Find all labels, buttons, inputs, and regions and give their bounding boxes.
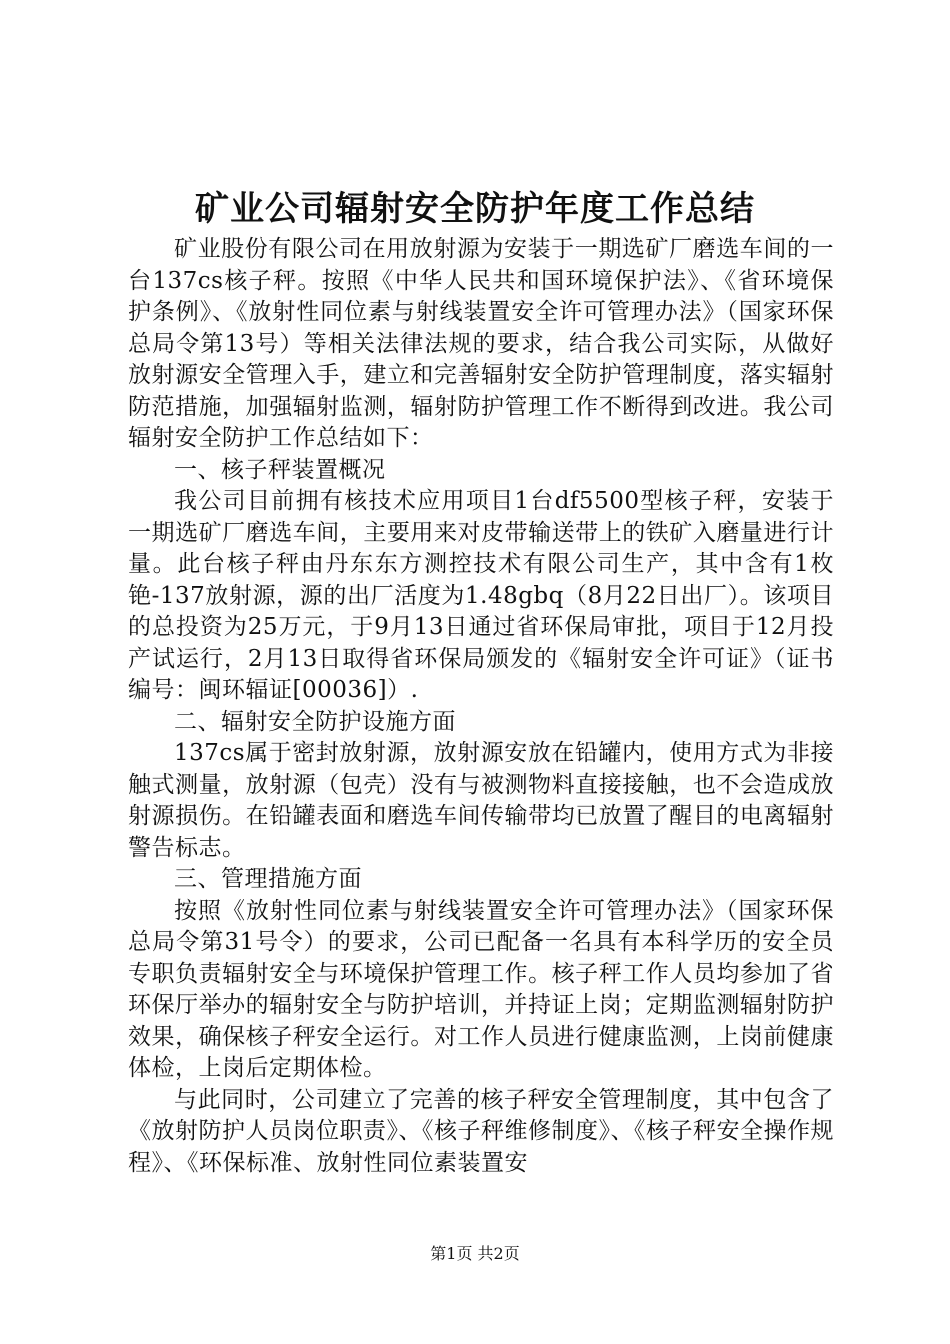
paragraph-management-system: 与此同时，公司建立了完善的核子秤安全管理制度，其中包含了《放射防护人员岗位职责》、《核子秤维修制度》、《核子秤安全操作规程》、《环保标准、放射性同位素装置安 xyxy=(128,1086,834,1176)
section-heading-3: 三、管理措施方面 xyxy=(174,866,362,892)
paragraph-safety-facilities: 137cs属于密封放射源，放射源安放在铅罐内，使用方式为非接触式测量，放射源（包壳）没有与被测物料直接接触，也不会造成放射源损伤。在铅罐表面和磨选车间传输带均已放置了醒目的电离辐射警告标志。 xyxy=(128,740,834,861)
document-title: 矿业公司辐射安全防护年度工作总结 xyxy=(195,189,755,229)
document-body xyxy=(128,234,834,1179)
paragraph-management-measures: 按照《放射性同位素与射线装置安全许可管理办法》（国家环保总局令第31号令）的要求，公司已配备一名具有本科学历的安全员专职负责辐射安全与环境保护管理工作。核子秤工作人员均参加了省环保厅举办的辐射安全与防护培训，并持证上岗；定期监测辐射防护效果，确保核子秤安全运行。对工作人员进行健康监测，上岗前健康体检，上岗后定期体检。 xyxy=(128,897,834,1081)
page-number-footer: 第1页 共2页 xyxy=(430,1244,520,1263)
paragraph-device-overview: 我公司目前拥有核技术应用项目1台df5500型核子秤，安装于一期选矿厂磨选车间，主要用来对皮带输送带上的铁矿入磨量进行计量。此台核子秤由丹东东方测控技术有限公司生产，其中含有1枚铯-137放射源，源的出厂活度为1.48gbq（8月22日出厂）。该项目的总投资为25万元，于9月13日通过省环保局审批，项目于12月投产试运行，2月13日取得省环保局颁发的《辐射安全许可证》（证书编号：闽环辐证[00036]）. xyxy=(128,488,834,703)
paragraph-intro: 矿业股份有限公司在用放射源为安装于一期选矿厂磨选车间的一台137cs核子秤。按照《中华人民共和国环境保护法》、《省环境保护条例》、《放射性同位素与射线装置安全许可管理办法》（国家环保总局令第13号）等相关法律法规的要求，结合我公司实际，从做好放射源安全管理入手，建立和完善辐射安全防护管理制度，落实辐射防范措施，加强辐射监测，辐射防护管理工作不断得到改进。我公司辐射安全防护工作总结如下： xyxy=(128,236,834,451)
section-heading-2: 二、辐射安全防护设施方面 xyxy=(174,708,456,735)
section-heading-1: 一、核子秤装置概况 xyxy=(174,456,386,483)
